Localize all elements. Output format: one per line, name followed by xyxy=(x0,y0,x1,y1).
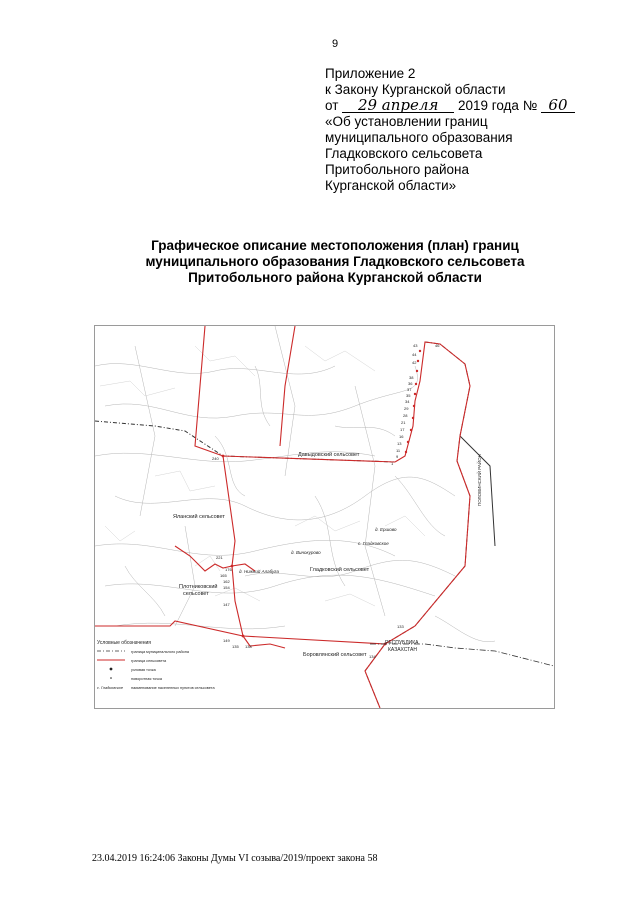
point-11: 11 xyxy=(396,448,401,453)
point-138: 138 xyxy=(245,644,252,649)
appendix-line-5: муниципального образования xyxy=(325,130,513,145)
label-ershovo: д. Ершово xyxy=(375,527,397,532)
boundary-map xyxy=(94,325,555,709)
point-162: 162 xyxy=(223,579,230,584)
label-plotnikovsky-1: Плотниковский xyxy=(179,584,218,590)
appendix-line-6: Гладковского сельсовета xyxy=(325,146,483,161)
point-165: 165 xyxy=(220,573,227,578)
terrain-lines xyxy=(95,326,495,642)
legend-item-2: граница сельсовета xyxy=(131,659,167,663)
label-gladkovskoe: с. Гладковское xyxy=(358,541,389,546)
handwritten-date: 29 апреля xyxy=(342,98,454,113)
legend-item-5: наименование населенных пунктов сельсовета xyxy=(131,686,215,690)
point-number-labels xyxy=(212,343,440,659)
point-34: 34 xyxy=(405,399,410,404)
map-svg xyxy=(95,326,554,708)
point-221: 221 xyxy=(216,555,223,560)
small-roads xyxy=(100,346,425,606)
point-44: 44 xyxy=(412,352,417,357)
label-neighbor-district: ПОЛОВИНСКИЙ РАЙОН xyxy=(477,454,482,506)
label-plotnikovsky-2: сельсовет xyxy=(183,591,209,597)
point-176: 176 xyxy=(225,567,232,572)
page-number: 9 xyxy=(331,38,339,50)
label-kazakhstan-1: РЕСПУБЛИКА xyxy=(385,640,419,646)
point-29: 29 xyxy=(404,406,409,411)
appendix-date-line xyxy=(325,98,575,114)
appendix-line-8: Курганской области» xyxy=(325,178,457,193)
country-label xyxy=(385,640,419,653)
point-38: 38 xyxy=(409,375,414,380)
point-21: 21 xyxy=(401,420,406,425)
legend-node-point xyxy=(110,668,113,671)
point-17: 17 xyxy=(400,427,405,432)
label-nizhny-alabug: д. Нижний Алабуга xyxy=(239,569,279,574)
point-37: 37 xyxy=(407,387,412,392)
point-36: 36 xyxy=(408,381,413,386)
date-prefix: от xyxy=(325,98,339,113)
label-kazakhstan-2: КАЗАХСТАН xyxy=(388,647,417,653)
appendix-line-7: Притобольного района xyxy=(325,162,470,177)
title-line-1: Графическое описание местоположения (план) границ xyxy=(151,238,519,253)
point-43: 43 xyxy=(413,343,418,348)
point-35: 35 xyxy=(406,393,411,398)
point-46: 46 xyxy=(435,343,440,348)
document-title xyxy=(0,238,640,286)
appendix-line-2: к Закону Курганской области xyxy=(325,82,506,97)
point-133: 133 xyxy=(397,624,404,629)
legend-turn-point xyxy=(110,677,112,679)
legend-item-4: поворотная точка xyxy=(131,677,163,681)
label-vinokurovo: д. Винокурово xyxy=(291,550,321,555)
appendix-line-4: «Об установлении границ xyxy=(325,114,488,129)
appendix-line-1: Приложение 2 xyxy=(325,66,416,81)
legend-item-1: граница муниципального района xyxy=(131,650,189,654)
legend-title: Условные обозначения xyxy=(97,640,152,646)
point-42: 42 xyxy=(412,360,417,365)
point-240: 240 xyxy=(212,456,219,461)
point-28: 28 xyxy=(403,413,408,418)
point-134: 134 xyxy=(369,654,376,659)
handwritten-number: 60 xyxy=(541,98,575,113)
title-line-2: муниципального образования Гладковского сельсовета xyxy=(145,254,525,269)
title-line-3: Притобольного района Курганской области xyxy=(188,270,482,285)
point-9: 9 xyxy=(396,454,399,459)
label-borovlyansky: Боровлянский сельсовет xyxy=(303,652,367,658)
point-135: 135 xyxy=(232,644,239,649)
label-davydovsky: Давыдовский сельсовет xyxy=(298,452,360,458)
point-147: 147 xyxy=(223,602,230,607)
point-1: 1 xyxy=(391,461,394,466)
point-16: 16 xyxy=(399,434,404,439)
legend-sample-settlement: с. Гладковское xyxy=(97,686,123,690)
point-149: 149 xyxy=(223,638,230,643)
label-gladkovsky: Гладковский сельсовет xyxy=(310,567,370,573)
footer: 23.04.2019 16:24:06 Законы Думы VI созыва/2019/проект закона 58 xyxy=(92,853,378,864)
point-154: 154 xyxy=(223,585,230,590)
year-text: 2019 года № xyxy=(457,98,538,113)
legend-item-3: узловая точка xyxy=(131,668,156,672)
map-legend xyxy=(97,640,215,690)
appendix-header xyxy=(325,66,575,194)
label-yalansky: Яланский сельсовет xyxy=(173,514,225,520)
point-13: 13 xyxy=(397,441,402,446)
